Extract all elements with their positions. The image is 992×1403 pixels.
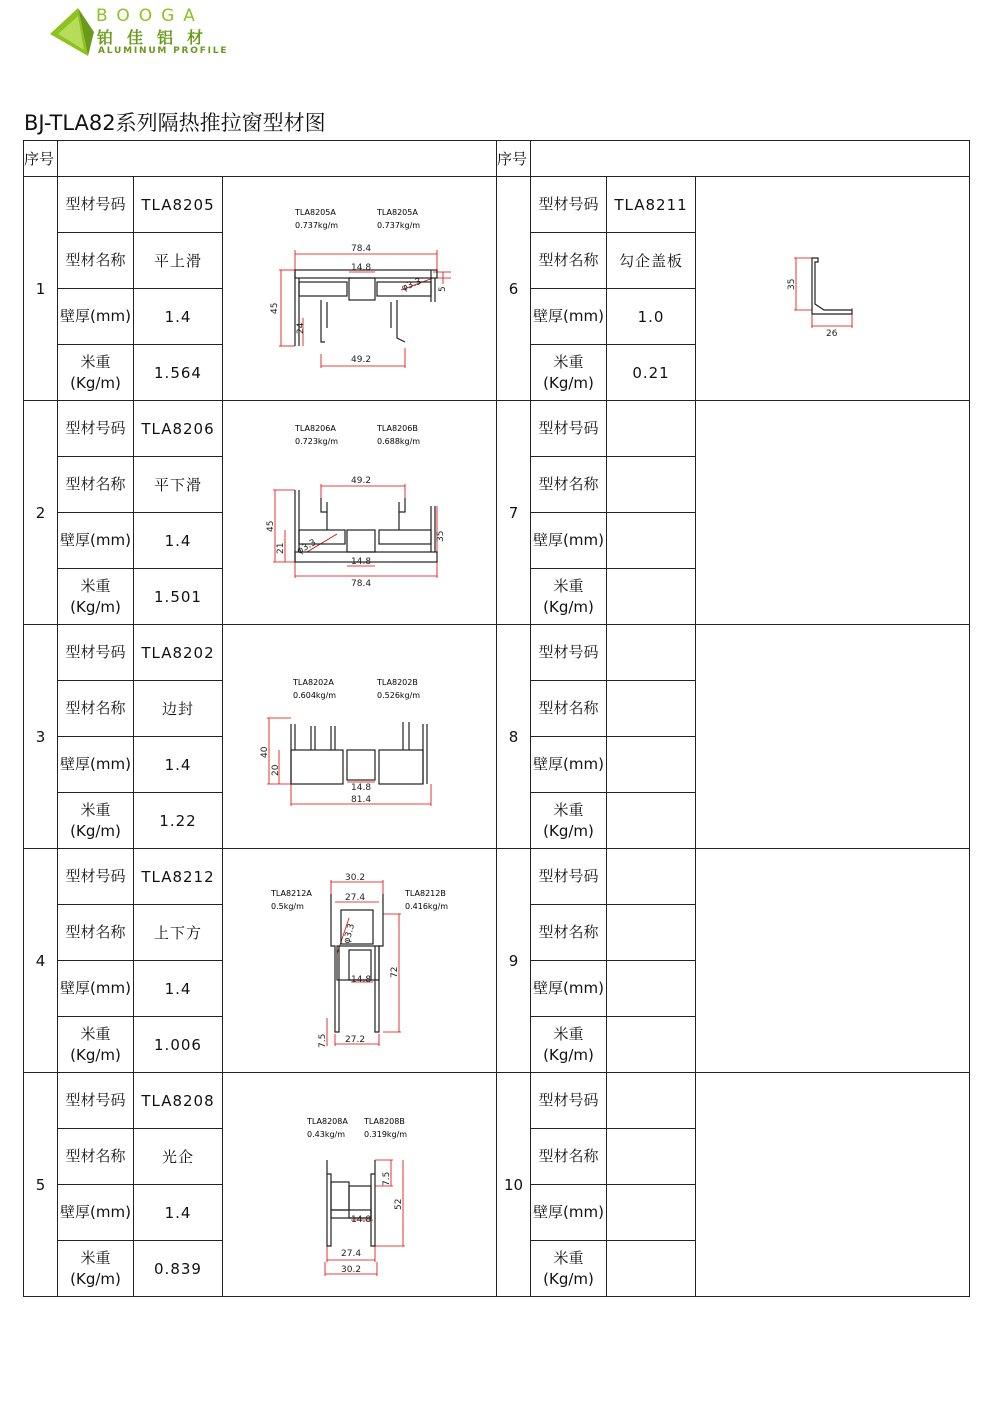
dim-label: 78.4 [351,243,372,254]
profile-drawing-tla8202 [223,626,496,848]
row-number: 3 [24,625,58,849]
part-weight: 0.416kg/m [405,901,449,911]
label-weight [531,1241,607,1297]
drawing-cell [696,177,970,401]
profile-drawing-tla8206 [223,402,496,624]
value-name: 边封 [134,681,223,737]
label-code: 型材号码 [531,401,607,457]
value-code [607,849,696,905]
label-name: 型材名称 [531,233,607,289]
row-number: 7 [497,401,531,625]
value-name [607,1129,696,1185]
drawing-cell [223,849,497,1073]
label-weight [58,1017,134,1073]
drawing-cell [223,1073,497,1297]
part-weight: 0.723kg/m [295,436,339,446]
label-weight [531,1017,607,1073]
dim-label: φ3.3 [342,922,358,945]
value-weight [607,569,696,625]
profile-table [23,140,970,1297]
value-code: TLA8208 [134,1073,223,1129]
value-weight: 0.21 [607,345,696,401]
brand-subtitle: ALUMINUM PROFILE [98,46,229,56]
part-weight: 0.43kg/m [307,1129,346,1139]
label-code: 型材号码 [531,849,607,905]
value-name: 上下方 [134,905,223,961]
value-thickness: 1.4 [134,1185,223,1241]
value-code [607,401,696,457]
label-weight [58,793,134,849]
label-code: 型材号码 [58,177,134,233]
value-thickness: 1.4 [134,737,223,793]
label-weight-line1: 米重 [553,1024,584,1043]
value-thickness: 1.0 [607,289,696,345]
value-weight [607,793,696,849]
header-seq-right: 序号 [497,141,531,177]
label-name: 型材名称 [58,1129,134,1185]
row-number: 5 [24,1073,58,1297]
part-label: TLA8212A [271,888,312,898]
profile-drawing-tla8211 [696,178,969,400]
table-row [24,849,970,905]
label-thickness: 壁厚(mm) [531,737,607,793]
row-number: 10 [497,1073,531,1297]
value-weight: 1.564 [134,345,223,401]
value-thickness: 1.4 [134,289,223,345]
value-weight [607,1017,696,1073]
value-name: 勾企盖板 [607,233,696,289]
label-name: 型材名称 [531,457,607,513]
value-weight: 1.006 [134,1017,223,1073]
label-thickness: 壁厚(mm) [58,513,134,569]
label-code: 型材号码 [531,625,607,681]
dim-label: 26 [826,328,838,339]
label-thickness: 壁厚(mm) [531,289,607,345]
part-label: TLA8208A [307,1116,348,1126]
label-thickness: 壁厚(mm) [531,513,607,569]
dim-label: 14.8 [351,782,372,793]
dim-label: 7.5 [382,1171,392,1186]
label-name: 型材名称 [58,457,134,513]
value-thickness [607,1185,696,1241]
dim-label: 5 [438,285,448,292]
dim-label: 30.2 [341,1264,362,1275]
label-weight [531,345,607,401]
part-label: TLA8212B [405,888,446,898]
value-name: 光企 [134,1129,223,1185]
label-thickness: 壁厚(mm) [531,961,607,1017]
label-name: 型材名称 [58,905,134,961]
dim-label: 35 [436,530,446,542]
value-weight: 0.839 [134,1241,223,1297]
dim-label: φ3.3 [400,276,423,294]
header-blank-right [531,141,970,177]
drawing-cell-empty [696,849,970,1073]
label-weight-line2: (Kg/m) [543,1045,594,1064]
label-code: 型材号码 [531,177,607,233]
drawing-cell-empty [696,625,970,849]
value-code: TLA8206 [134,401,223,457]
dim-label: 27.4 [341,1248,362,1259]
label-name: 型材名称 [58,233,134,289]
value-thickness [607,961,696,1017]
profile-drawing-tla8205 [223,178,496,400]
part-label: TLA8202B [377,677,418,687]
drawing-cell [223,177,497,401]
part-label: TLA8206A [295,423,336,433]
label-weight-line1: 米重 [553,800,584,819]
dim-label: 20 [271,764,281,776]
label-weight [531,569,607,625]
label-weight-line1: 米重 [80,1024,111,1043]
label-weight-line2: (Kg/m) [543,1269,594,1288]
part-weight: 0.737kg/m [377,220,421,230]
label-weight [58,345,134,401]
label-thickness: 壁厚(mm) [58,961,134,1017]
value-code [607,625,696,681]
dim-label: 14.8 [351,556,372,567]
value-name: 平上滑 [134,233,223,289]
value-name: 平下滑 [134,457,223,513]
label-weight-line1: 米重 [80,1248,111,1267]
dim-label: 30.2 [345,872,366,883]
part-label: TLA8208B [364,1116,405,1126]
table-row [24,625,970,681]
dim-label: 27.4 [345,892,366,903]
part-label: TLA8206B [377,423,418,433]
dim-label: 52 [394,1198,404,1210]
part-weight: 0.319kg/m [364,1129,408,1139]
header-seq-left: 序号 [24,141,58,177]
dim-label: 7.5 [318,1033,328,1048]
value-code [607,1073,696,1129]
label-code: 型材号码 [58,401,134,457]
row-number: 8 [497,625,531,849]
value-thickness [607,513,696,569]
dim-label: 24 [296,322,306,334]
dim-label: 72 [390,966,400,978]
logo-mark-icon [48,4,96,60]
label-thickness: 壁厚(mm) [531,1185,607,1241]
value-thickness [607,737,696,793]
dim-label: 45 [270,302,280,314]
dim-label: 49.2 [351,475,372,486]
part-label: TLA8202A [293,677,334,687]
profile-drawing-tla8212 [223,850,496,1072]
part-weight: 0.737kg/m [295,220,339,230]
table-row [24,1073,970,1129]
dim-label: 27.2 [345,1034,366,1045]
dim-label: 21 [276,542,286,554]
dim-label: 78.4 [351,578,372,589]
label-weight-line2: (Kg/m) [70,597,121,616]
table-header [24,141,970,177]
value-weight [607,1241,696,1297]
drawing-cell [223,401,497,625]
label-weight-line2: (Kg/m) [70,1045,121,1064]
label-thickness: 壁厚(mm) [58,737,134,793]
value-code: TLA8202 [134,625,223,681]
label-weight-line1: 米重 [80,800,111,819]
row-number: 1 [24,177,58,401]
dim-label: 49.2 [351,354,372,365]
header-blank-left [58,141,497,177]
value-name [607,457,696,513]
label-weight-line2: (Kg/m) [70,821,121,840]
row-number: 9 [497,849,531,1073]
value-code: TLA8205 [134,177,223,233]
label-thickness: 壁厚(mm) [58,1185,134,1241]
label-code: 型材号码 [531,1073,607,1129]
dim-label: 14.8 [351,262,372,273]
part-weight: 0.688kg/m [377,436,421,446]
dim-label: 14.8 [351,974,372,985]
dim-label: φ3.3 [295,537,319,557]
row-number: 2 [24,401,58,625]
dim-label: 40 [260,746,270,758]
label-thickness: 壁厚(mm) [58,289,134,345]
label-weight-line2: (Kg/m) [70,373,121,392]
dim-label: 81.4 [351,794,372,805]
label-weight-line2: (Kg/m) [70,1269,121,1288]
dim-label: 35 [787,278,798,290]
row-number: 4 [24,849,58,1073]
value-weight: 1.22 [134,793,223,849]
value-weight: 1.501 [134,569,223,625]
part-label: TLA8205A [295,207,336,217]
part-weight: 0.604kg/m [293,690,337,700]
value-thickness: 1.4 [134,513,223,569]
label-name: 型材名称 [531,1129,607,1185]
label-weight-line1: 米重 [553,352,584,371]
value-name [607,681,696,737]
label-weight-line2: (Kg/m) [543,821,594,840]
dim-label: 14.8 [351,1214,372,1225]
label-name: 型材名称 [531,905,607,961]
label-weight-line1: 米重 [553,1248,584,1267]
part-weight: 0.5kg/m [271,901,304,911]
part-weight: 0.526kg/m [377,690,421,700]
page-title: BJ-TLA82系列隔热推拉窗型材图 [24,111,326,135]
label-code: 型材号码 [58,625,134,681]
label-weight [58,1241,134,1297]
drawing-cell [223,625,497,849]
table-row [24,177,970,233]
label-weight-line1: 米重 [80,576,111,595]
drawing-cell-empty [696,1073,970,1297]
part-label: TLA8205A [377,207,418,217]
value-code: TLA8211 [607,177,696,233]
label-code: 型材号码 [58,1073,134,1129]
label-weight-line1: 米重 [80,352,111,371]
row-number: 6 [497,177,531,401]
table-row [24,401,970,457]
profile-drawing-tla8208 [223,1074,496,1296]
label-weight-line1: 米重 [553,576,584,595]
label-name: 型材名称 [531,681,607,737]
label-weight-line2: (Kg/m) [543,597,594,616]
label-weight [531,793,607,849]
label-weight [58,569,134,625]
dim-label: 45 [266,520,276,532]
value-code: TLA8212 [134,849,223,905]
value-name [607,905,696,961]
drawing-cell-empty [696,401,970,625]
label-code: 型材号码 [58,849,134,905]
brand-name-cn: 铂佳铝材 [97,28,218,47]
value-thickness: 1.4 [134,961,223,1017]
label-name: 型材名称 [58,681,134,737]
brand-name-en: BOOGA [96,6,204,26]
label-weight-line2: (Kg/m) [543,373,594,392]
